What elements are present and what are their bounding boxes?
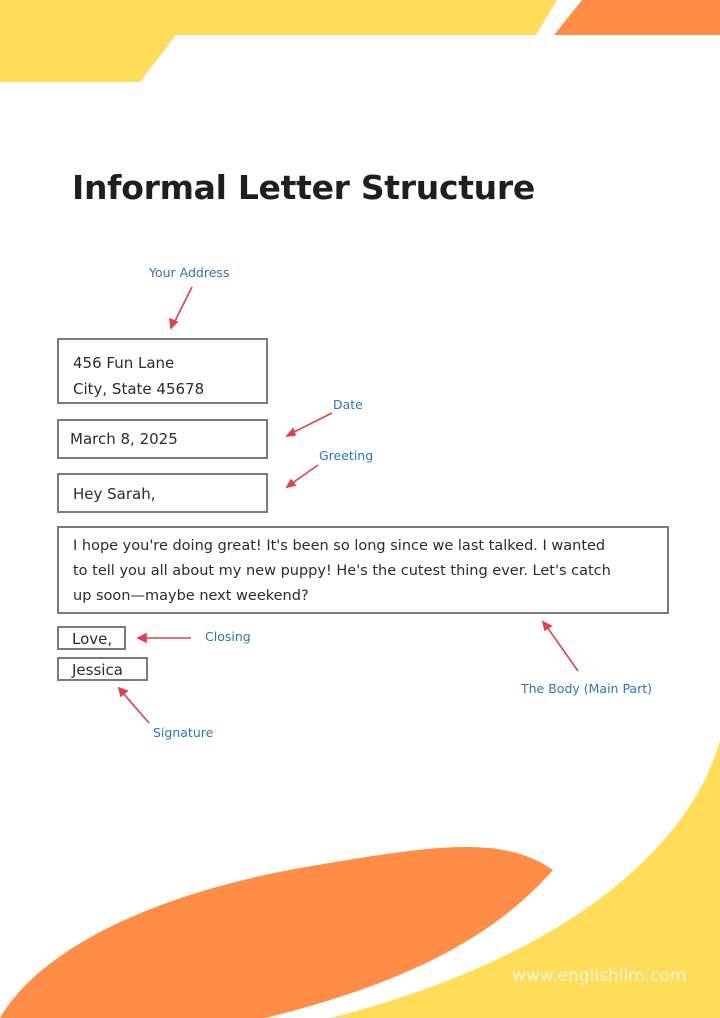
label-greeting: Greeting xyxy=(319,448,374,463)
label-your-address: Your Address xyxy=(149,265,230,280)
footer-website-link[interactable]: www.englishilm.com xyxy=(512,966,687,986)
greeting-text: Hey Sarah, xyxy=(73,485,156,503)
greeting-box xyxy=(57,473,268,513)
address-box xyxy=(57,338,268,404)
closing-box xyxy=(57,626,126,650)
date-text: March 8, 2025 xyxy=(70,430,178,448)
page-title: Informal Letter Structure xyxy=(72,168,535,207)
signature-box xyxy=(57,657,148,681)
top-orange-shape xyxy=(554,0,720,35)
arrow-body xyxy=(547,627,578,671)
label-date: Date xyxy=(333,397,363,412)
date-box xyxy=(57,419,268,459)
arrow-date xyxy=(292,413,332,433)
address-line-2: City, State 45678 xyxy=(73,380,205,398)
arrow-address xyxy=(174,287,192,323)
top-yellow-shape xyxy=(0,0,557,82)
label-body: The Body (Main Part) xyxy=(521,681,652,696)
closing-text: Love, xyxy=(72,630,113,648)
body-box xyxy=(57,526,669,614)
body-line-1: I hope you're doing great! It's been so long since we last talked. I wanted xyxy=(73,538,606,554)
address-line-1: 456 Fun Lane xyxy=(73,354,175,372)
body-line-2: to tell you all about my new puppy! He's the cutest thing ever. Let's catch xyxy=(73,563,611,579)
label-signature: Signature xyxy=(153,725,214,740)
body-line-3: up soon—maybe next weekend? xyxy=(73,588,309,604)
arrow-signature xyxy=(123,693,149,723)
arrow-greeting xyxy=(291,465,318,484)
label-closing: Closing xyxy=(205,629,251,644)
signature-text: Jessica xyxy=(72,661,123,679)
